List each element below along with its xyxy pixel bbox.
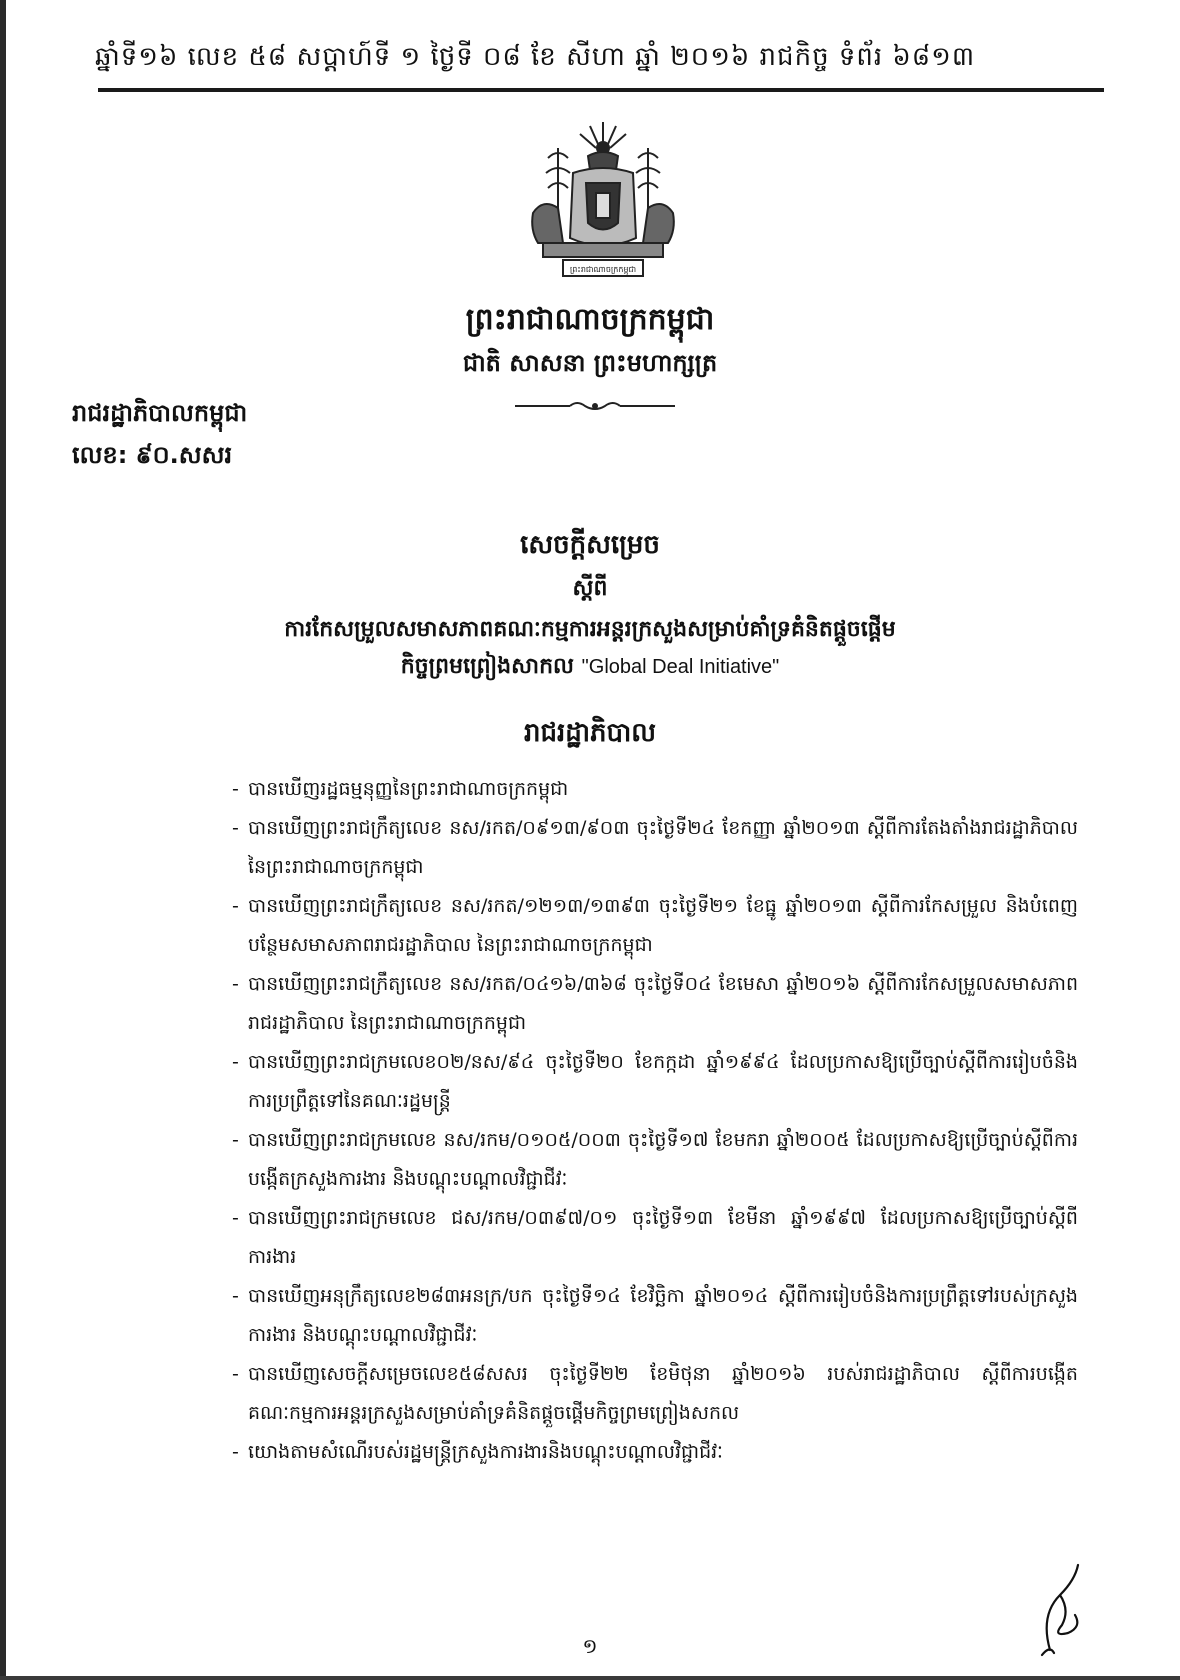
- gazette-header: ឆ្នាំទី១៦ លេខ ៥៨ សប្ដាហ៍ទី ១ ថ្ងៃទី ០៨ ខែ សីហា ឆ្នាំ ២០១៦ រាជកិច្ច ទំព័រ ៦៨១៣: [95, 42, 976, 72]
- list-item: - បានឃើញព្រះរាជក្រមលេខ ជស/រកម/០៣៩៧/០១ ចុះថ្ងៃទី១៣ ខែមីនា ឆ្នាំ១៩៩៧ ដែលប្រកាសឱ្យប្រើច្បាប់ស្ដីពីការងារ: [238, 1199, 1078, 1277]
- reference-number: លេខ: ៩០.សសរ: [72, 441, 233, 469]
- issuing-authority: រាជរដ្ឋាភិបាលកម្ពុជា: [72, 399, 248, 427]
- subject-line-2-en: "Global Deal Initiative": [581, 656, 780, 678]
- list-item: - បានឃើញរដ្ឋធម្មនុញ្ញនៃព្រះរាជាណាចក្រកម្ពុជា: [238, 770, 1078, 809]
- list-item: - បានឃើញអនុក្រឹត្យលេខ២៨៣អនក្រ/បក ចុះថ្ងៃទី១៤ ខែវិច្ឆិកា ឆ្នាំ២០១៤ ស្ដីពីការរៀបចំនិងការប្រព្រឹត្តទៅរបស់ក្រសួងការងារ និងបណ្ដុះបណ្ដាលវិជ្ជាជីវៈ: [238, 1277, 1078, 1355]
- scan-bottom-edge: [0, 1676, 1180, 1680]
- list-item: - បានឃើញសេចក្ដីសម្រេចលេខ៥៨សសរ ចុះថ្ងៃទី២២ ខែមិថុនា ឆ្នាំ២០១៦ របស់រាជរដ្ឋាភិបាល ស្ដីពីការបង្កើតគណៈកម្មការអន្តរក្រសួងសម្រាប់គាំទ្រគំនិតផ្ដួចផ្ដើមកិច្ចព្រមព្រៀងសកល: [238, 1355, 1078, 1433]
- list-item: - បានឃើញព្រះរាជក្រមលេខ នស/រកម/០១០៥/០០៣ ចុះថ្ងៃទី១៧ ខែមករា ឆ្នាំ២០០៥ ដែលប្រកាសឱ្យប្រើច្បាប់ស្ដីពីការបង្កើតក្រសួងការងារ និងបណ្ដុះបណ្ដាលវិជ្ជាជីវៈ: [238, 1121, 1078, 1199]
- list-item: - បានឃើញព្រះរាជក្រឹត្យលេខ នស/រកត/០៩១៣/៩០៣ ចុះថ្ងៃទី២៤ ខែកញ្ញា ឆ្នាំ២០១៣ ស្ដីពីការតែងតាំងរាជរដ្ឋាភិបាល នៃព្រះរាជាណាចក្រកម្ពុជា: [238, 809, 1078, 887]
- emblem-banner: ព្រះរាជាណាចក្រកម្ពុជា: [569, 265, 637, 274]
- authority-heading: រាជរដ្ឋាភិបាល: [523, 718, 657, 748]
- list-item: - បានឃើញព្រះរាជក្រមលេខ០២/នស/៩៤ ចុះថ្ងៃទី២០ ខែកក្កដា ឆ្នាំ១៩៩៤ ដែលប្រកាសឱ្យប្រើច្បាប់ស្ដីពីការរៀបចំនិងការប្រព្រឹត្តទៅនៃគណៈរដ្ឋមន្ត្រី: [238, 1043, 1078, 1121]
- ornamental-divider: [515, 400, 675, 412]
- about-label: ស្ដីពី: [572, 576, 608, 601]
- subject-line-2: [0, 652, 1180, 684]
- royal-coat-of-arms-icon: [518, 118, 688, 288]
- list-item: - បានឃើញព្រះរាជក្រឹត្យលេខ នស/រកត/០៤១៦/៣៦៨ ចុះថ្ងៃទី០៤ ខែមេសា ឆ្នាំ២០១៦ ស្ដីពីការកែសម្រួលសមាសភាពរាជរដ្ឋាភិបាល នៃព្រះរាជាណាចក្រកម្ពុជា: [238, 965, 1078, 1043]
- list-item: - បានឃើញព្រះរាជក្រឹត្យលេខ នស/រកត/១២១៣/១៣៩៣ ចុះថ្ងៃទី២១ ខែធ្នូ ឆ្នាំ២០១៣ ស្ដីពីការកែសម្រួល និងបំពេញបន្ថែមសមាសភាពរាជរដ្ឋាភិបាល នៃព្រះរាជាណាចក្រកម្ពុជា: [238, 887, 1078, 965]
- subject-line-2-km: កិច្ចព្រមព្រៀងសាកល: [400, 654, 574, 679]
- subject-line-1: ការកែសម្រួលសមាសភាពគណៈកម្មការអន្តរក្រសួងសម្រាប់គាំទ្រគំនិតផ្ដួចផ្ដើម: [284, 617, 896, 642]
- scan-edge: [0, 0, 6, 1680]
- list-item: - យោងតាមសំណើរបស់រដ្ឋមន្ត្រីក្រសួងការងារនិងបណ្ដុះបណ្ដាលវិជ្ជាជីវៈ: [238, 1433, 1078, 1472]
- national-motto: ជាតិ សាសនា ព្រះមហាក្សត្រ: [462, 349, 718, 377]
- kingdom-name: ព្រះរាជាណាចក្រកម្ពុជា: [465, 302, 715, 337]
- considerations-list: [238, 770, 1078, 1472]
- header-rule: [98, 88, 1104, 92]
- page-number: ១: [582, 1634, 598, 1658]
- document-type: សេចក្ដីសម្រេច: [520, 530, 660, 560]
